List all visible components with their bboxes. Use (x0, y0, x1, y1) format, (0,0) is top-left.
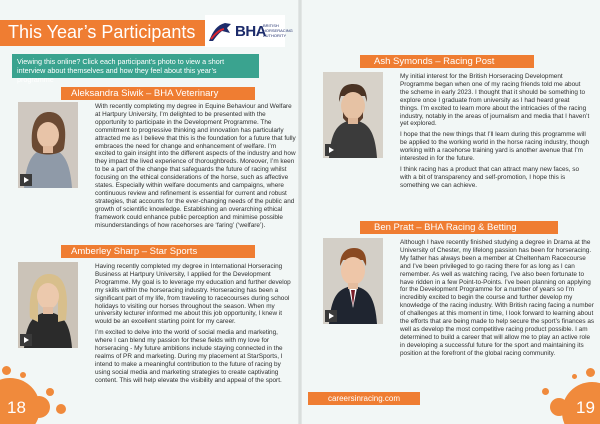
participant-name-bar: Ben Pratt – BHA Racing & Betting (360, 221, 558, 234)
page-fold (298, 0, 302, 424)
participant-bio (400, 73, 590, 193)
page-number: 18 (7, 398, 26, 417)
bio-paragraph: I’m excited to delve into the world of social media and marketing, where I can blend my passion for these fields with my love for horseracing - My future ambitions include staying connected in the realms of PR and marketing. During my placement at StarSports, I intend to make a meaningful contribution to the future of racing by using social media and marketing strategies to create captivating content. This will help elevate the visibility and appeal of the sport. (95, 329, 283, 384)
bha-logo (205, 15, 293, 47)
page-title: This Year’s Participants (8, 22, 196, 42)
intro-callout: Viewing this online? Click each participant’s photo to view a short interview about themselves and how they feel about this year’s programme (12, 54, 259, 78)
bio-paragraph: I hope that the new things that I’ll learn during this programme will be applied to the working world in the horse racing industry, though working with a racehorse training yard is another avenue that I’m interested in for the future. (400, 131, 590, 163)
bio-paragraph: Although I have recently finished studying a degree in Drama at the University of Chester, my lifelong passion has been for horseracing. My father has always been a member at Cheltenham Racecourse and I’ve been privileged to go racing there for as long as I can remember. As well as watching racing, I’ve also been fortunate to have ridden in a few Point-to-Points. I’ve been planning on applying for the Development Programme for a number of years so I’m incredibly excited to begin the course and further develop my knowledge of the racing industry. With British racing facing a number of challenges at this moment in time, I look forward to learning about the efforts that are being made to help secure the sport’s finances as well as develop the most competitive racing product possible. I am determined to build a career that will allow me to play an active role in developing a successful future for the sport and maintaining its position at the forefront of the global racing community. (400, 239, 595, 357)
logo-letters: BHA (235, 23, 266, 40)
bio-paragraph: With recently completing my degree in Equine Behaviour and Welfare at Hartpury University, I’m delighted to be presented with the opportunity to participate in the Development Programme. The commitment to progressive thinking and innovation has particularly attracted me as I believe that this is the foundation for a future that fully embraces the need for change and enhancement of welfare. I’m excited to gain insight into the different aspects of the industry and how they impact the lived experience of thoroughbreds. Moreover, I’m keen to be a part of the change that safeguards the future of racing whilst focusing on the ethical considerations of the horse, such as affective states. Especially within welfare documents and campaigns, where continuous review and refinement is essential for current and robust strategies, that accounts for the ever-changing needs of the public and growth of scientific knowledge. Establishing an overarching ethical framework could enhance public perception and minimise possible misunderstandings of how racehorses are ‘faring’ (‘welfare’). (95, 103, 296, 229)
page-number: 19 (576, 398, 595, 417)
participant-name-bar: Amberley Sharp – Star Sports (61, 245, 255, 258)
horse-logo-icon (207, 21, 233, 43)
right-page (300, 0, 600, 424)
participant-name-bar: Ash Symonds – Racing Post (360, 55, 534, 68)
participant-bio (95, 103, 297, 233)
bio-paragraph: Having recently completed my degree in International Horseracing Business at Hartpury University, I applied for the Development Programme. My goal is to leverage my education and further develop my skills within the horseracing industry. Horseracing has been a significant part of my life, from traveling to racecourses during school holidays to visiting our horses throughout the season. When my university lecturer informed me about this job opportunity, I knew it would be an excellent starting point for my career. (95, 263, 291, 326)
participant-bio (95, 263, 297, 388)
logo-subtitle: BRITISH HORSERACING AUTHORITY (263, 23, 293, 38)
participant-photo[interactable] (18, 102, 78, 188)
footer-website-link[interactable]: careersinracing.com (308, 392, 420, 405)
bio-paragraph: I think racing has a product that can attract many new faces, so with a bit of transparency and self-promotion, I hope this is something we can achieve. (400, 165, 580, 189)
participant-bio (400, 239, 596, 361)
participant-photo[interactable] (323, 72, 383, 158)
participant-photo[interactable] (323, 238, 383, 324)
play-video-icon[interactable] (20, 174, 32, 186)
bio-paragraph: My initial interest for the British Horseracing Development Programme began when one of my racing friends told me about the scheme in early 2023. I thought that it should be something to explore once I graduate from university as I had heard great things. I’m excited to learn more about the intricacies of the racing industry, notably in the areas of journalism and media that I haven’t yet explored. (400, 73, 590, 128)
play-video-icon[interactable] (20, 334, 32, 346)
play-video-icon[interactable] (325, 144, 337, 156)
participant-name-bar: Aleksandra Siwik – BHA Veterinary (61, 87, 255, 100)
play-video-icon[interactable] (325, 310, 337, 322)
participant-photo[interactable] (18, 262, 78, 348)
